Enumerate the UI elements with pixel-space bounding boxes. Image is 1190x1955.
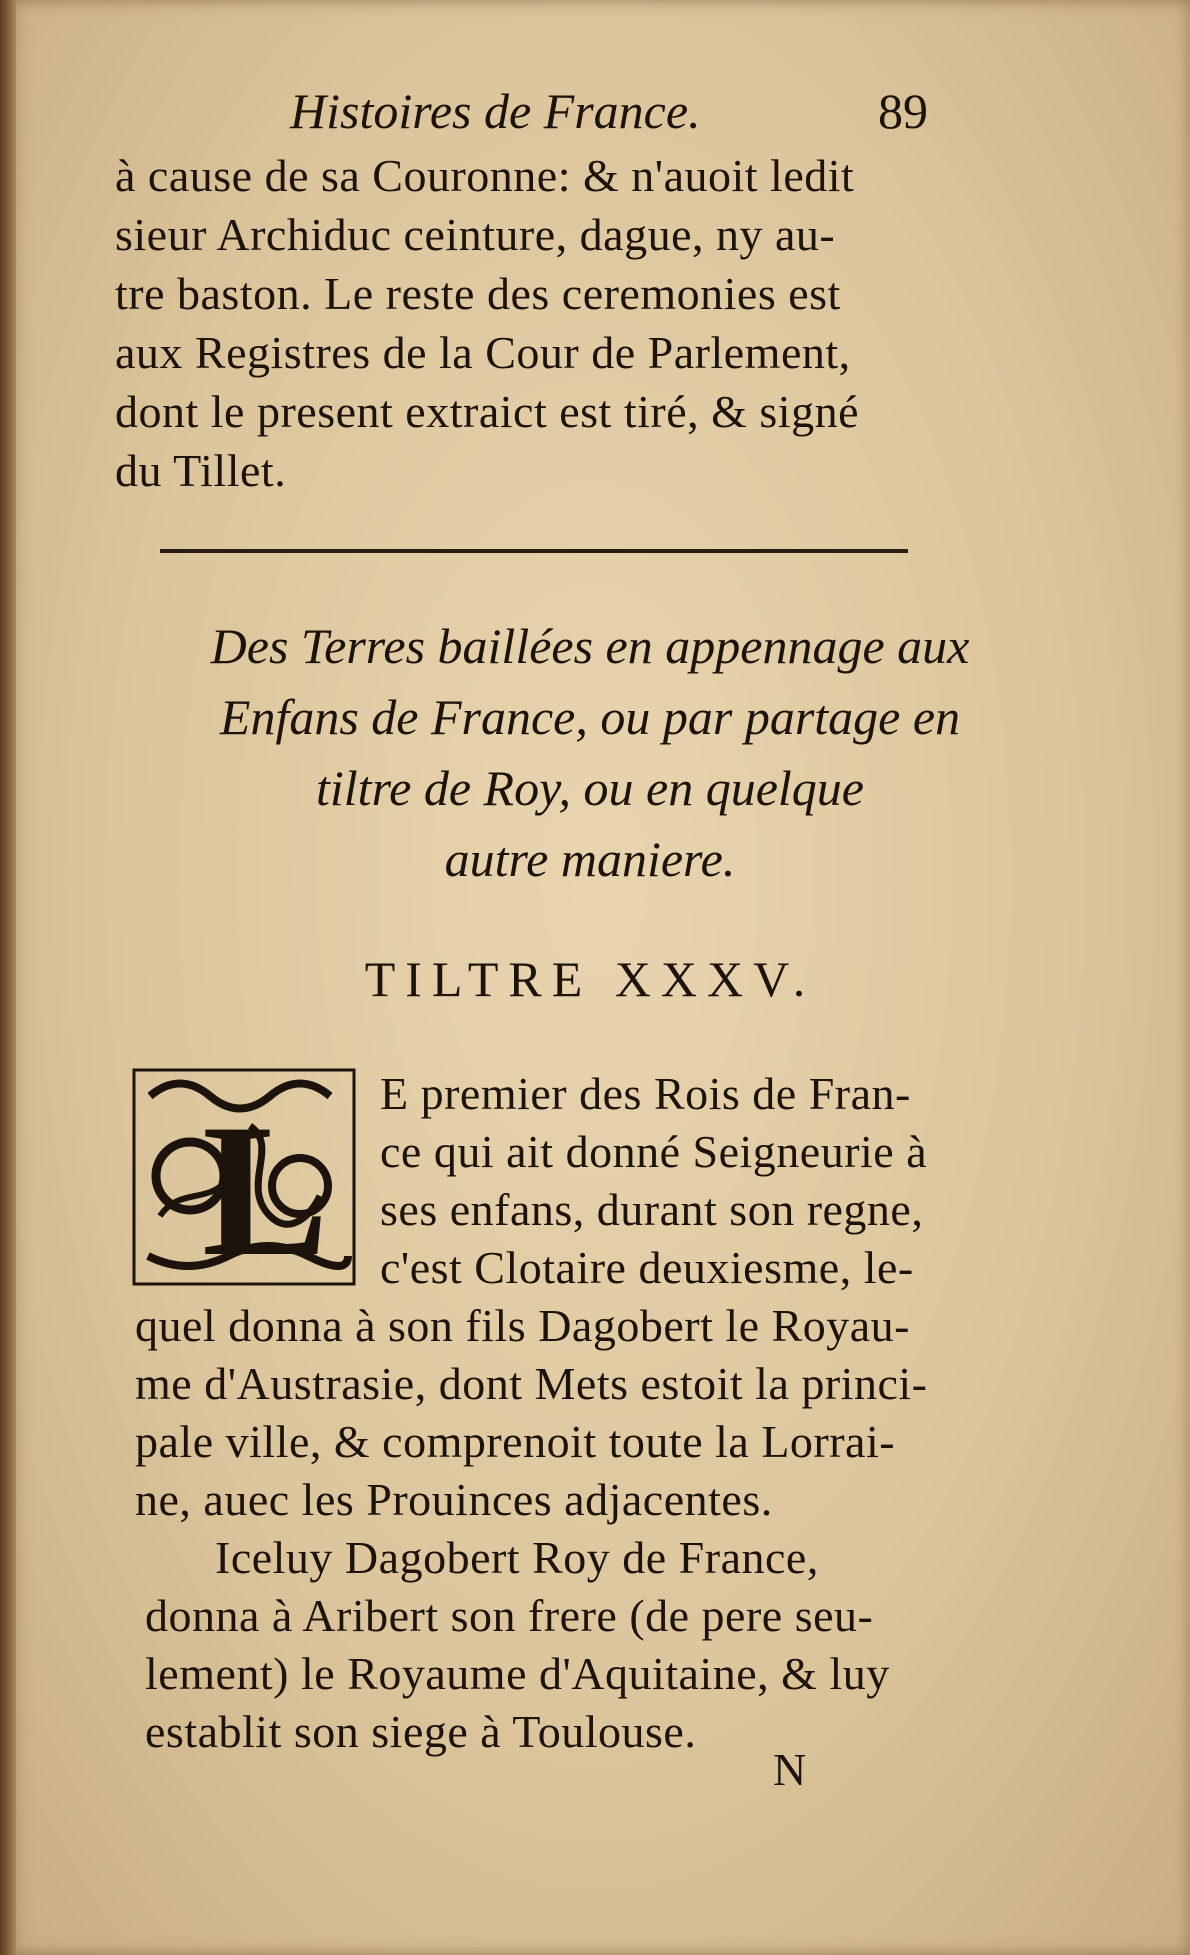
text-line: E premier des Rois de Fran-	[380, 1068, 911, 1119]
text-line: dont le present extraict est tiré, & signé	[115, 386, 859, 437]
text-line: sieur Archiduc ceinture, dague, ny au-	[115, 209, 836, 260]
section-divider-rule	[160, 549, 908, 553]
running-header	[290, 82, 940, 152]
text-line: me d'Austrasie, dont Mets estoit la princi-	[135, 1358, 928, 1409]
text-line: pale ville, & comprenoit toute la Lorrai-	[135, 1416, 896, 1467]
heading-line: Enfans de France, ou par partage en	[219, 689, 961, 745]
text-line: du Tillet.	[115, 445, 287, 496]
text-line: donna à Aribert son frere (de pere seu-	[145, 1590, 874, 1641]
text-line: à cause de sa Couronne: & n'auoit ledit	[115, 150, 855, 201]
catchword: N	[773, 1744, 807, 1795]
text-line: tre baston. Le reste des ceremonies est	[115, 268, 841, 319]
text-line: ses enfans, durant son regne,	[380, 1184, 924, 1235]
text-line: aux Registres de la Cour de Parlement,	[115, 327, 851, 378]
text-line: lement) le Royaume d'Aquitaine, & luy	[145, 1648, 890, 1699]
decorated-initial-icon	[130, 1066, 358, 1288]
text-line: Iceluy Dagobert Roy de France,	[215, 1532, 819, 1583]
heading-line: autre maniere.	[444, 831, 736, 887]
heading-line: tiltre de Roy, ou en quelque	[316, 760, 864, 816]
binding-gutter	[0, 0, 16, 1955]
text-line: quel donna à son fils Dagobert le Royau-	[135, 1300, 910, 1351]
page-number: 89	[878, 83, 928, 139]
heading-line: Des Terres baillées en appennage aux	[210, 618, 970, 674]
text-line: ne, auec les Prouinces adjacentes.	[135, 1474, 773, 1525]
chapter-title: TILTRE XXXV.	[364, 951, 816, 1007]
text-line: establit son siege à Toulouse.	[145, 1706, 697, 1757]
text-line: ce qui ait donné Seigneurie à	[380, 1126, 928, 1177]
initial-letter: L	[202, 1086, 329, 1288]
running-title: Histoires de France.	[290, 83, 701, 139]
text-line: c'est Clotaire deuxiesme, le-	[380, 1242, 914, 1293]
